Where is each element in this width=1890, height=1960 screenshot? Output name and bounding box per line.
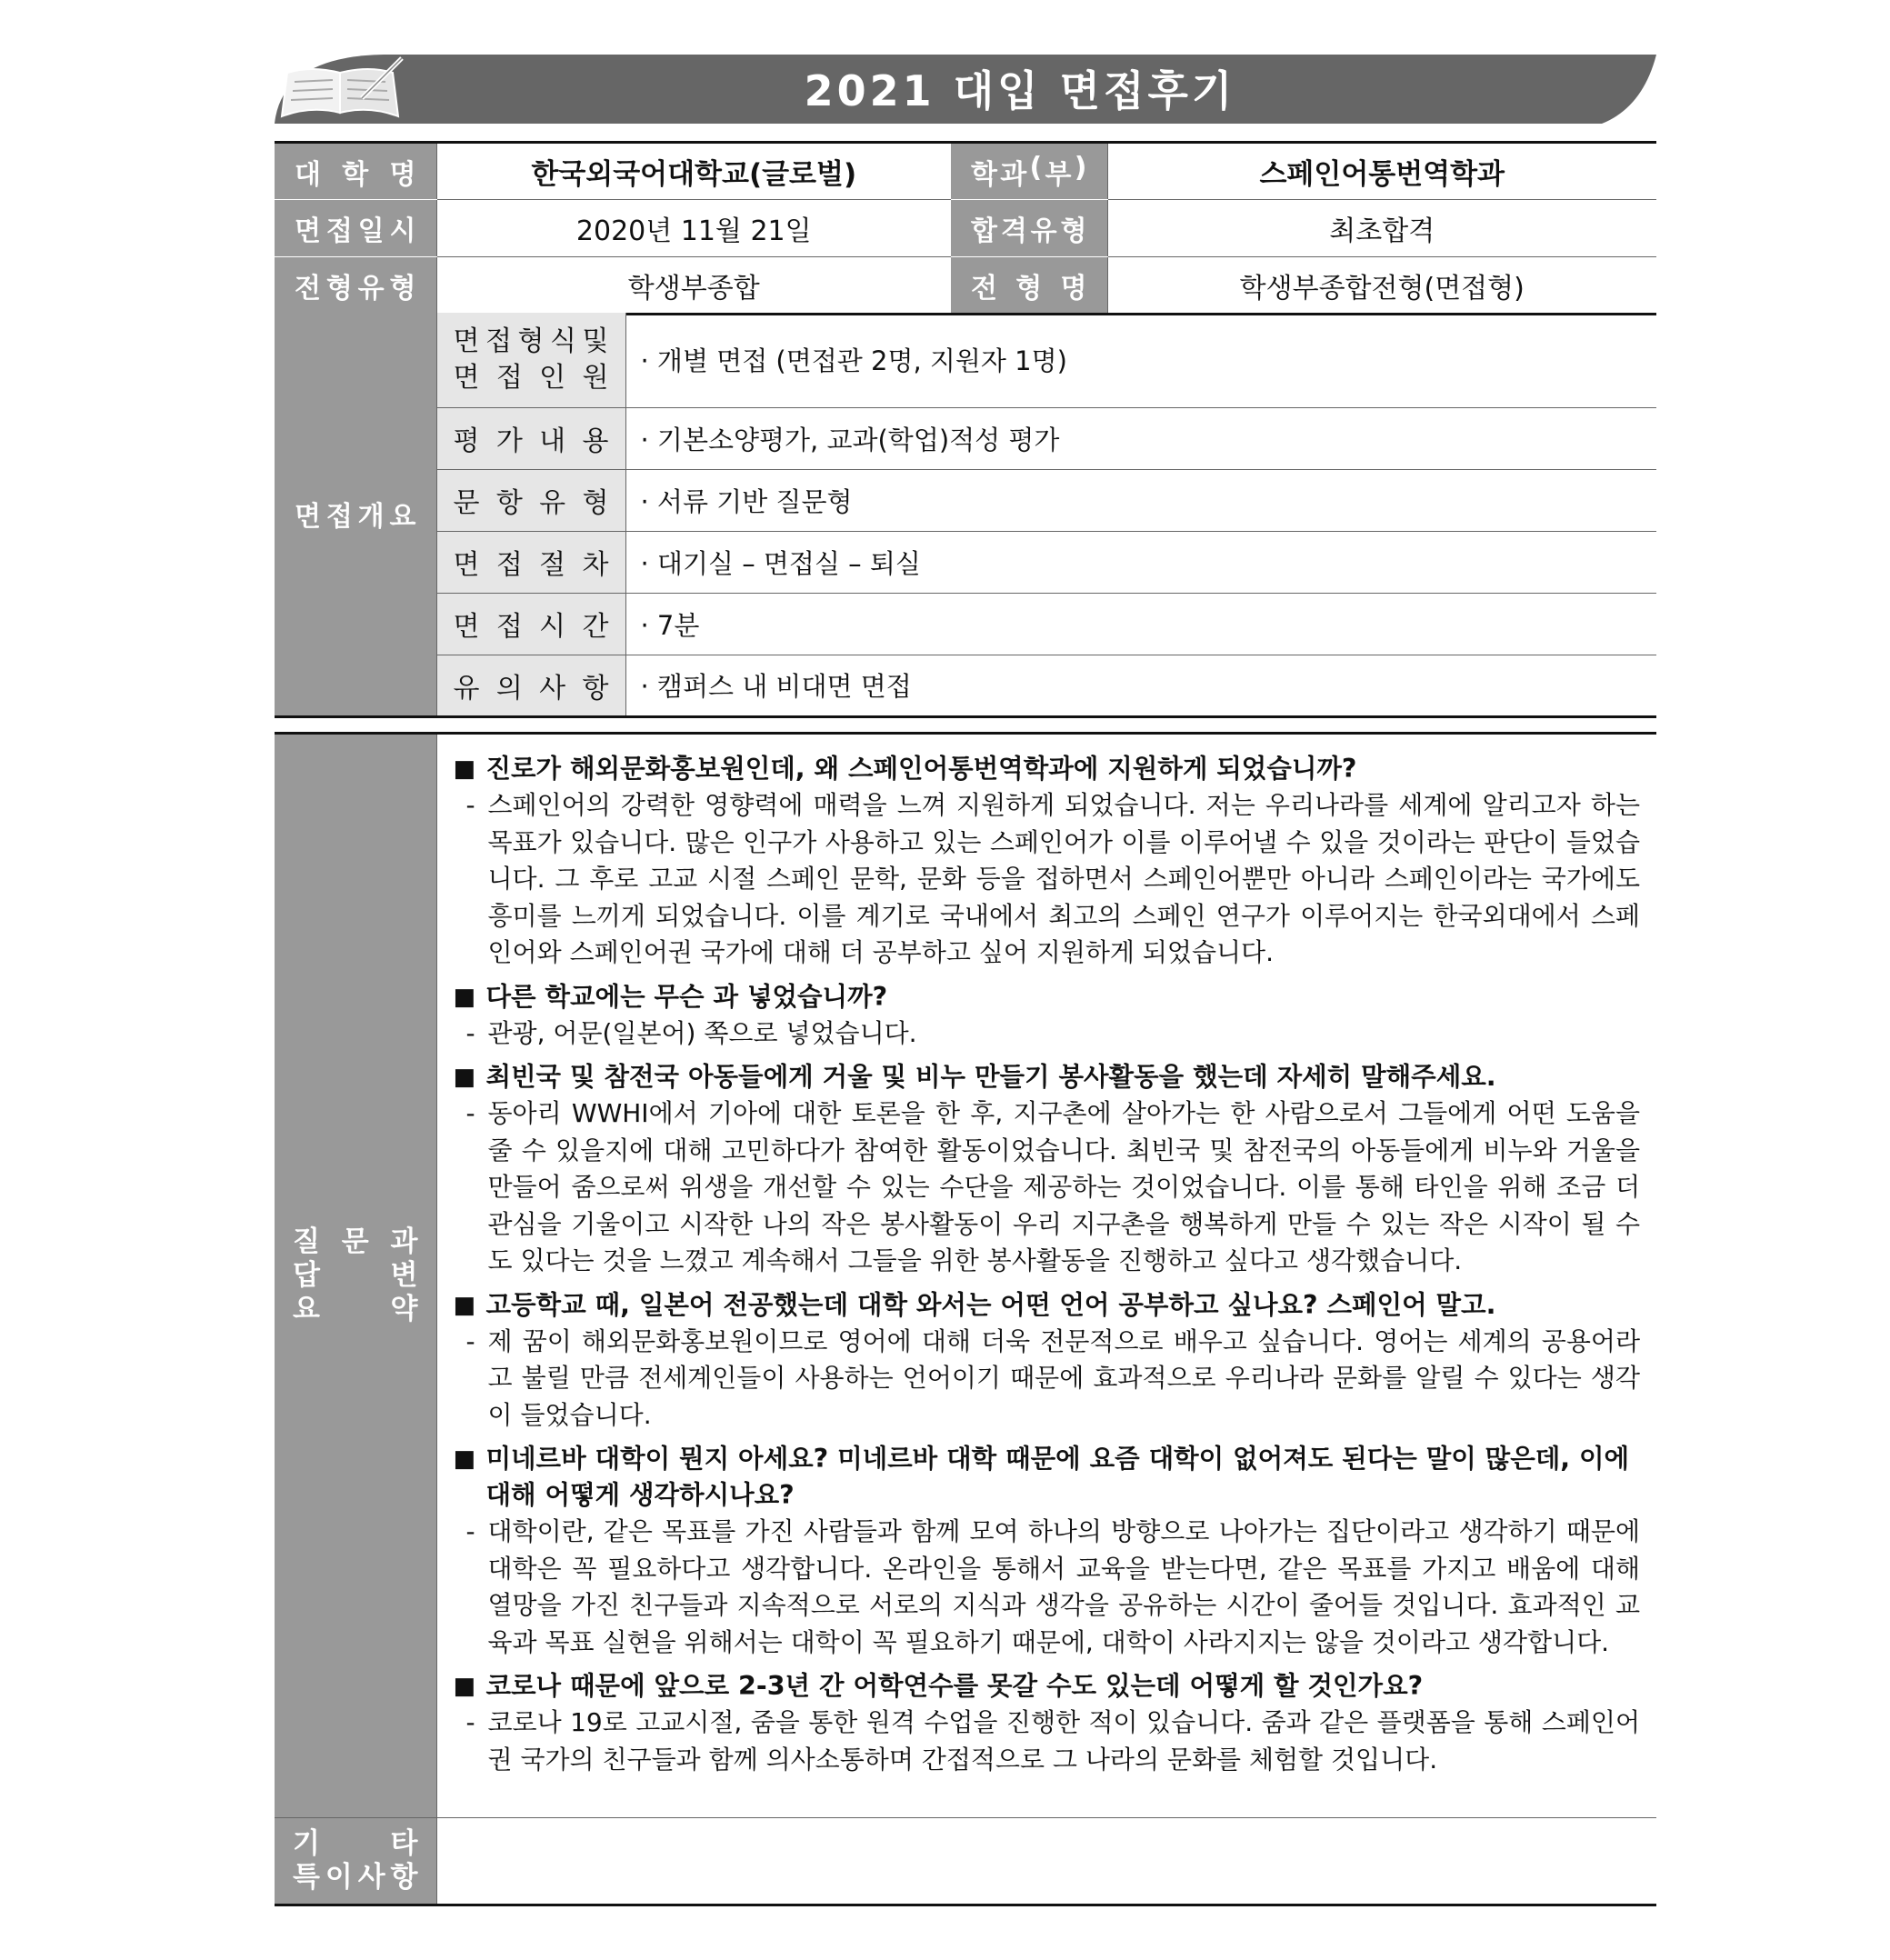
square-bullet-icon: ■ [453, 1064, 476, 1091]
label-char: 의 [495, 672, 523, 705]
label-char: 접 [325, 215, 353, 247]
answer-dash: - [465, 1098, 475, 1128]
label-char: 시 [389, 215, 416, 247]
label-char: 식 [550, 325, 576, 357]
question-text: 최빈국 및 참전국 아동들에게 거울 및 비누 만들기 봉사활동을 했는데 자세히 말해주세요. [485, 1062, 1496, 1092]
overview-procedure-label [436, 531, 625, 593]
question [454, 1287, 1641, 1324]
interview-overview-table [275, 313, 1656, 718]
label-char: 형 [325, 272, 353, 305]
qa-list [436, 734, 1656, 1818]
question [454, 1441, 1641, 1514]
label-char: 학 [342, 158, 369, 191]
label-char: 면 [453, 549, 480, 581]
label-char: 문 [453, 487, 480, 519]
question-text: 코로나 때문에 앞으로 2-3년 간 어학연수를 못갈 수도 있는데 어떻게 할 것인가요? [485, 1671, 1424, 1701]
square-bullet-icon: ■ [453, 1291, 476, 1319]
label-char: 사 [539, 672, 566, 705]
answer-text: 동아리 WWHI에서 기아에 대한 토론을 한 후, 지구촌에 살아가는 한 사람으로서 그들에게 어떤 도움을 줄 수 있을지에 대해 고민하다가 참여한 활동이었습니다. 최빈국 및 참전국의 아동들에게 비누와 거울을 만들어 줌으로써 위생을 개선할 수 있는 수단을 제공하는 것이었습니다. 이를 통해 타인을 위해 조금 더 관심을 기울이고 시작한 나의 작은 봉사활동이 우리 지구촌을 행복하게 만들 수 있는 작은 시작이 될 수도 있다는 것을 느꼈고 계속해서 그들을 위한 봉사활동을 진행하고 싶다고 생각했습니다. [487, 1098, 1640, 1275]
overview-format-label [436, 313, 625, 407]
label-char: 전 [971, 272, 997, 305]
label-char: 유 [357, 272, 385, 305]
label-char: 면 [453, 361, 480, 394]
label-char: 항 [390, 1861, 418, 1894]
question [454, 1059, 1641, 1095]
label-char: 접 [325, 501, 353, 534]
label-char: 형 [1060, 215, 1087, 247]
label-char: 용 [582, 425, 609, 457]
label-char: 접 [495, 549, 523, 581]
label-char: 면 [295, 215, 321, 247]
question-text: 고등학교 때, 일본어 전공했는데 대학 와서는 어떤 언어 공부하고 싶나요? 스페인어 말고. [485, 1289, 1496, 1320]
label-char: 명 [1060, 272, 1087, 305]
qa-summary-label [275, 734, 436, 1818]
interview-date-value: 2020년 11월 21일 [436, 200, 951, 257]
label-char: 타 [390, 1827, 418, 1860]
answer [454, 1514, 1641, 1661]
overview-evaluation-label [436, 407, 625, 469]
overview-notes-value: · 캠퍼스 내 비대면 면접 [640, 671, 912, 702]
answer-dash: - [465, 1017, 475, 1048]
label-char: 유 [539, 487, 566, 519]
label-char: 항 [582, 672, 609, 705]
label-char: 접 [495, 611, 523, 643]
square-bullet-icon: ■ [453, 755, 476, 783]
admission-track-label [275, 257, 436, 315]
overview-question-type-value: · 서류 기반 질문형 [625, 469, 1656, 531]
label-char: 형 [517, 325, 545, 357]
label-char: 차 [582, 549, 609, 581]
track-name-label [951, 257, 1107, 315]
overview-duration-value: · 7분 [625, 593, 1656, 655]
label-char: 평 [453, 425, 480, 457]
label-char: 형 [582, 487, 609, 519]
label-char: 변 [390, 1259, 418, 1292]
department-label [951, 143, 1107, 200]
label-char: 가 [495, 425, 523, 457]
label-char: 시 [539, 611, 566, 643]
label-char: 사 [357, 1861, 385, 1894]
overview-procedure-value: · 대기실 – 면접실 – 퇴실 [625, 531, 1656, 593]
answer-text: 제 꿈이 해외문화홍보원이므로 영어에 대해 더욱 전문적으로 배우고 싶습니다. 영어는 세계의 공용어라고 불릴 만큼 전세계인들이 사용하는 언어이기 때문에 효과적으로 우리나라 문화를 알릴 수 있다는 생각이 들었습니다. [487, 1325, 1640, 1430]
answer-text: 대학이란, 같은 목표를 가진 사람들과 함께 모여 하나의 방향으로 나아가는 집단이라고 생각하기 때문에 대학은 꼭 필요하다고 생각합니다. 온라인을 통해서 교육을 받는다면, 같은 목표를 가지고 배움에 대해 열망을 가진 친구들과 지속적으로 서로의 지식과 생각을 공유하는 시간이 줄어들 것입니다. 효과적인 교육과 목표 실현을 위해서는 대학이 꼭 필요하기 때문에, 대학이 사라지지는 않을 것이라고 생각합니다. [487, 1516, 1640, 1657]
label-char: ) [1074, 151, 1087, 184]
label-char: 개 [357, 501, 385, 534]
answer [454, 1095, 1641, 1280]
label-char: 접 [485, 325, 512, 357]
answer-text: 관광, 어문(일본어) 쪽으로 넣었습니다. [487, 1017, 917, 1048]
question [454, 979, 1641, 1015]
label-char: 절 [539, 549, 566, 581]
square-bullet-icon: ■ [453, 1445, 476, 1473]
answer-text: 코로나 19로 고교시절, 줌을 통한 원격 수업을 진행한 적이 있습니다. 줌과 같은 플랫폼을 통해 스페인어권 국가의 친구들과 함께 의사소통하며 간접적으로 그 나라의 문화를 체험할 것입니다. [487, 1707, 1640, 1775]
answer [454, 787, 1641, 972]
answer-dash: - [465, 1707, 475, 1737]
question-text: 미네르바 대학이 뭔지 아세요? 미네르바 대학 때문에 요즘 대학이 없어져도 된다는 말이 많은데, 이에 대해 어떻게 생각하시나요? [485, 1444, 1630, 1510]
label-char: 형 [389, 272, 416, 305]
label-char: 인 [539, 361, 566, 394]
question [454, 751, 1641, 787]
question-text: 진로가 해외문화홍보원인데, 왜 스페인어통번역학과에 지원하게 되었습니까? [485, 754, 1357, 784]
department-value: 스페인어통번역학과 [1107, 143, 1656, 200]
page-title: 2021 대입 면접후기 [804, 66, 1236, 115]
answer-dash: - [465, 790, 475, 820]
admission-result-label [951, 200, 1107, 257]
label-char: 접 [495, 361, 523, 394]
answer [454, 1324, 1641, 1435]
label-char: 간 [582, 611, 609, 643]
label-char: 면 [295, 501, 321, 534]
label-char: 과 [390, 1225, 418, 1258]
label-char: 요 [293, 1293, 320, 1325]
answer-text: 스페인어의 강력한 영향력에 매력을 느껴 지원하게 되었습니다. 저는 우리나라를 세계에 알리고자 하는 목표가 있습니다. 많은 인구가 사용하고 있는 스페인어가 이를 이루어낼 수 있을 것이라는 판단이 들었습니다. 그 후로 고교 시절 스페인 문학, 문화 등을 접하면서 스페인어뿐만 아니라 스페인이라는 국가에도 흥미를 느끼게 되었습니다. 이를 계기로 국내에서 최고의 스페인 연구가 이루어지는 한국외대에서 스페인어와 스페인어권 국가에 대해 더 공부하고 싶어 지원하게 되었습니다. [487, 790, 1640, 967]
etc-value [436, 1818, 1656, 1905]
label-char: 일 [357, 215, 385, 247]
title-banner [275, 53, 1656, 124]
label-char: 기 [293, 1827, 320, 1860]
label-char: 명 [389, 158, 416, 191]
overview-duration-label [436, 593, 625, 655]
label-char: 전 [295, 272, 321, 305]
label-char: 내 [539, 425, 566, 457]
label-char: 형 [1015, 272, 1043, 305]
label-char: 질 [293, 1225, 320, 1258]
answer-dash: - [465, 1516, 475, 1546]
label-char: 문 [341, 1225, 369, 1258]
label-char: 격 [1000, 215, 1027, 247]
square-bullet-icon: ■ [453, 1673, 476, 1700]
interview-date-label [275, 200, 436, 257]
label-char: 대 [295, 158, 321, 191]
label-char: 항 [495, 487, 523, 519]
label-char: 특 [293, 1861, 320, 1894]
question [454, 1668, 1641, 1705]
overview-format-value: · 개별 면접 (면접관 2명, 지원자 1명) [625, 313, 1656, 407]
label-char: 면 [453, 611, 480, 643]
label-char: 학 [971, 158, 997, 191]
label-char: 합 [971, 215, 997, 247]
label-char: 면 [453, 325, 480, 357]
label-char: 요 [389, 501, 416, 534]
square-bullet-icon: ■ [453, 983, 476, 1011]
etc-label [275, 1818, 436, 1905]
label-char: 부 [1045, 158, 1072, 191]
label-char: 및 [582, 325, 609, 357]
overview-notes-label [436, 655, 625, 716]
admission-track-value: 학생부종합 [436, 257, 951, 315]
university-label [275, 143, 436, 200]
overview-label [275, 313, 436, 716]
label-char: 원 [582, 361, 609, 394]
interview-info-table [275, 141, 1656, 315]
overview-evaluation-value: · 기본소양평가, 교과(학업)적성 평가 [625, 407, 1656, 469]
answer [454, 1015, 1641, 1053]
admission-result-value: 최초합격 [1107, 200, 1656, 257]
track-name-value: 학생부종합전형(면접형) [1107, 257, 1656, 315]
overview-question-type-label [436, 469, 625, 531]
qa-summary-table [275, 732, 1656, 1906]
label-char: ( [1029, 151, 1043, 184]
answer [454, 1705, 1641, 1778]
label-char: 이 [325, 1861, 353, 1894]
label-char: 약 [390, 1293, 418, 1325]
label-char: 과 [1000, 158, 1027, 191]
university-value: 한국외국어대학교(글로벌) [436, 143, 951, 200]
answer-dash: - [465, 1325, 475, 1356]
label-char: 유 [1030, 215, 1057, 247]
label-char: 유 [453, 672, 480, 705]
question-text: 다른 학교에는 무슨 과 넣었습니까? [485, 981, 888, 1012]
label-char: 답 [293, 1259, 320, 1292]
